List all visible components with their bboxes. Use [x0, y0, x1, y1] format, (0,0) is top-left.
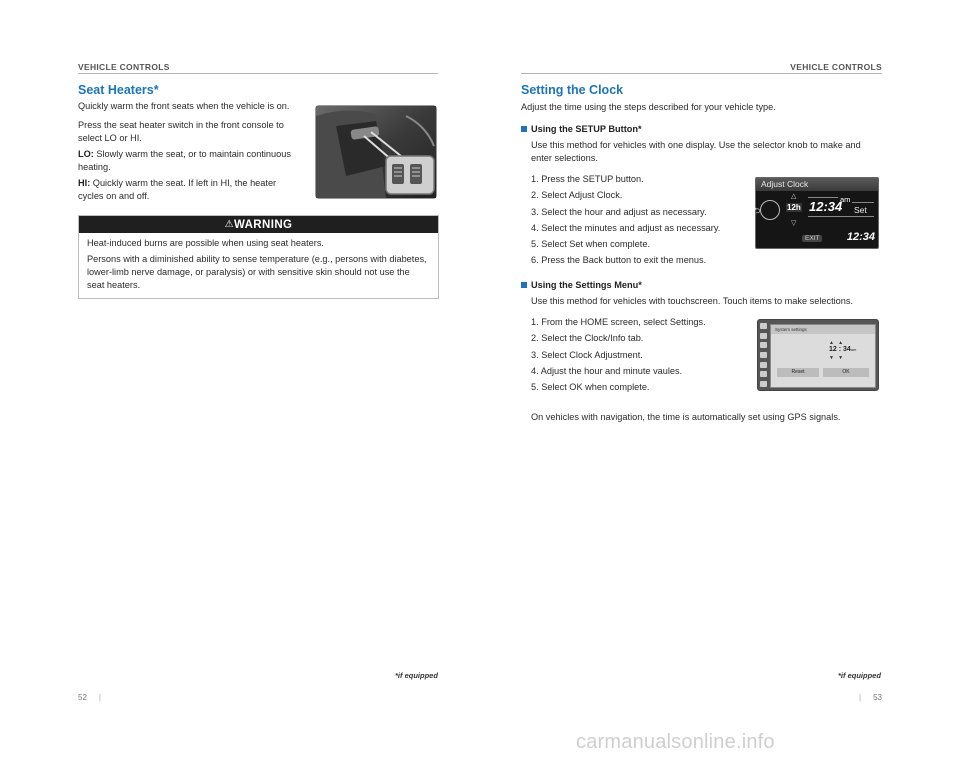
hour-mode: 12h [787, 203, 801, 212]
touch-ampm: am [850, 347, 857, 352]
hi-label: HI: [78, 178, 91, 188]
seat-heaters-intro: Quickly warm the front seats when the vehicle is on. [78, 101, 290, 111]
settings-menu-heading-text: Using the Settings Menu* [531, 280, 642, 290]
adjust-clock-screen [755, 177, 879, 249]
setup-step: 1. Press the SETUP button. [531, 174, 644, 184]
header-rule-left [78, 73, 438, 74]
lo-description [78, 148, 308, 174]
touch-time-value: 12 : 34 [829, 346, 851, 353]
page-number-left-value: 52 [78, 693, 87, 702]
set-divider-top [852, 202, 874, 203]
side-button [760, 381, 767, 387]
settings-menu-heading [521, 280, 642, 290]
touch-time-display [829, 346, 856, 353]
side-button [760, 371, 767, 377]
time-divider [808, 197, 838, 198]
warning-text-1: Heat-induced burns are possible when using seat heaters. [87, 238, 324, 248]
setup-step: 4. Select the minutes and adjust as necessary. [531, 222, 721, 233]
side-button [760, 352, 767, 358]
warning-box [78, 215, 439, 299]
lo-text: Slowly warm the seat, or to maintain continuous heating. [78, 149, 291, 172]
page-number-left [78, 693, 101, 702]
warning-text-2: Persons with a diminished ability to sense temperature (e.g., persons with diabetes, lower-limb nerve damage, or paralysis) or with sensitive skin should not use the seat heaters. [87, 254, 427, 290]
settings-step: 2. Select the Clock/Info tab. [531, 333, 644, 344]
lo-label: LO: [78, 149, 94, 159]
side-button [760, 323, 767, 329]
down-triangle-icon: ▽ [791, 220, 797, 227]
setting-clock-title: Setting the Clock [521, 83, 624, 97]
gps-note: On vehicles with navigation, the time is automatically set using GPS signals. [531, 412, 841, 422]
setting-clock-intro: Adjust the time using the steps described for your vehicle type. [521, 102, 776, 112]
system-settings-title: System settings [771, 325, 875, 334]
warning-title: WARNING [233, 219, 293, 231]
watermark: carmanualsonline.info [576, 731, 775, 753]
exit-label: EXIT [802, 235, 822, 242]
ok-button[interactable]: OK [823, 368, 869, 377]
setup-step: 5. Select Set when complete. [531, 239, 650, 250]
hour-minute-down-arrows: ▼ ▼ [829, 355, 844, 361]
square-bullet-icon [521, 282, 527, 288]
setup-step: 6. Press the Back button to exit the menus. [531, 255, 707, 266]
section-header-right: VEHICLE CONTROLS [790, 62, 882, 72]
touchscreen-device [757, 319, 879, 391]
setup-steps-list [531, 171, 746, 269]
setup-button-desc: Use this method for vehicles with one display. Use the selector knob to make and enter selections. [531, 140, 861, 163]
hi-description [78, 177, 288, 203]
touchscreen-side-buttons [760, 323, 767, 387]
settings-step: 5. Select OK when complete. [531, 382, 650, 393]
time-divider-bottom [808, 216, 874, 217]
setup-button-heading-text: Using the SETUP Button* [531, 124, 642, 134]
back-arrow-icon: ⮌ [754, 206, 761, 215]
hour-minute-up-arrows: ▲ ▲ [829, 340, 844, 346]
side-button [760, 342, 767, 348]
seat-heater-switch-photo [315, 105, 437, 199]
setup-step: 3. Select the hour and adjust as necessary. [531, 206, 707, 217]
footnote-left: *if equipped [395, 671, 438, 680]
warning-header [79, 216, 438, 233]
up-triangle-icon: △ [791, 193, 797, 200]
touchscreen-display [770, 324, 876, 388]
hi-text: Quickly warm the seat. If left in HI, the heater cycles on and off. [78, 178, 277, 201]
ampm-display: am [840, 195, 851, 204]
seat-heaters-title: Seat Heaters* [78, 83, 159, 97]
setup-step: 2. Select Adjust Clock. [531, 190, 623, 201]
clock-time-display: 12:34 [809, 199, 843, 214]
page-number-right [859, 693, 882, 702]
set-option: Set [854, 205, 867, 215]
page-number-right-value: 53 [873, 693, 882, 702]
side-button [760, 362, 767, 368]
page-number-separator-right: | [859, 693, 862, 702]
page-number-separator-left: | [98, 693, 101, 702]
section-header-left: VEHICLE CONTROLS [78, 62, 170, 72]
settings-step: 3. Select Clock Adjustment. [531, 349, 643, 360]
setup-button-heading [521, 124, 642, 134]
settings-step: 4. Adjust the hour and minute vaules. [531, 365, 683, 376]
clock-readout: 12:34 [846, 231, 875, 243]
seat-heater-switch-illustration [316, 106, 436, 198]
adjust-clock-screen-title: Adjust Clock [756, 178, 878, 191]
settings-steps-list [531, 314, 746, 395]
settings-step: 1. From the HOME screen, select Settings. [531, 317, 706, 327]
settings-menu-desc: Use this method for vehicles with touchscreen. Touch items to make selections. [531, 296, 854, 306]
side-button [760, 333, 767, 339]
header-rule-right [521, 73, 882, 74]
square-bullet-icon [521, 126, 527, 132]
seat-heaters-press: Press the seat heater switch in the front console to select LO or HI. [78, 120, 284, 143]
selector-knob-icon [760, 200, 780, 220]
reset-button[interactable]: Reset [777, 368, 819, 377]
warning-triangle-icon: ⚠ [224, 219, 234, 230]
footnote-right: *if equipped [838, 671, 881, 680]
